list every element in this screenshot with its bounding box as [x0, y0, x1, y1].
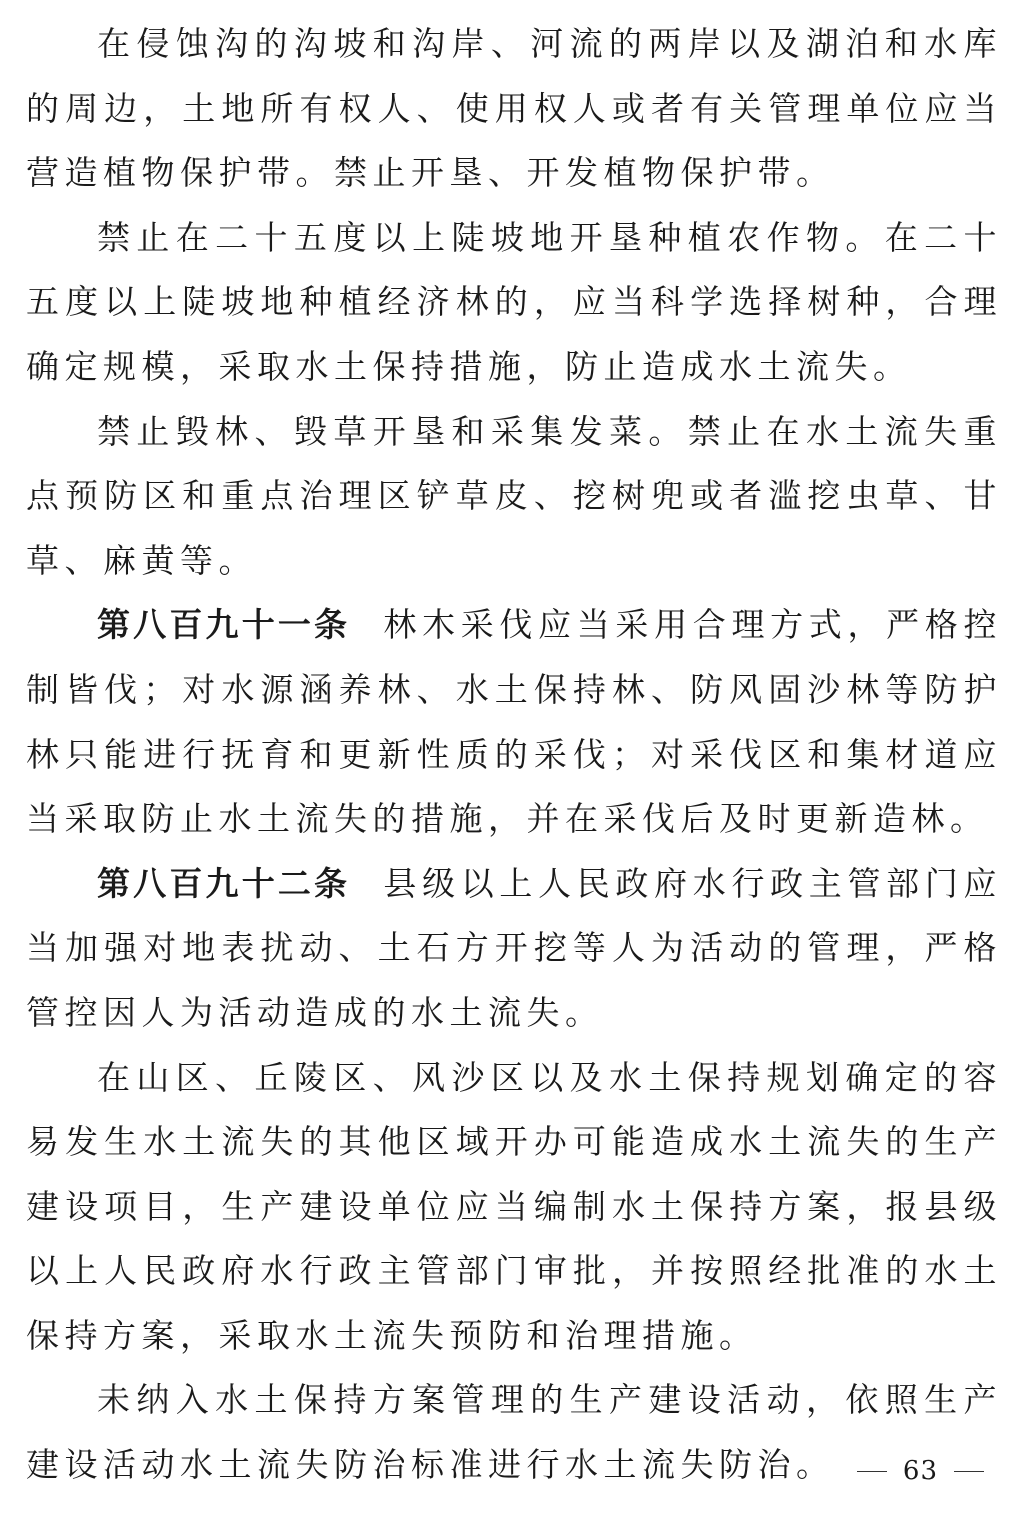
- paragraph-unincluded-activities: [26, 1368, 1002, 1497]
- page-footer: [857, 1456, 984, 1486]
- article-text: 林木采伐应当采用合理方式，严格控制皆伐；对水源涵养林、水土保持林、防风固沙林等防护林只能进行抚育和更新性质的采伐；对采伐区和集材道应当采取防止水土流失的措施，并在采伐后及时更新造林。: [26, 605, 1003, 839]
- paragraph-text: 禁止毁林、毁草开垦和采集发菜。禁止在水土流失重点预防区和重点治理区铲草皮、挖树兜或者滥挖虫草、甘草、麻黄等。: [26, 411, 1002, 580]
- paragraph-steep-slope: [26, 206, 1002, 400]
- dash-left: [857, 1471, 887, 1472]
- paragraph-text: 未纳入水土保持方案管理的生产建设活动，依照生产建设活动水土流失防治标准进行水土流失防治。: [26, 1380, 1002, 1485]
- paragraph-text: 禁止在二十五度以上陡坡地开垦种植农作物。在二十五度以上陡坡地种植经济林的，应当科学选择树种，合理确定规模，采取水土保持措施，防止造成水土流失。: [26, 217, 1002, 386]
- paragraph-plant-protection-belt: [26, 12, 1002, 206]
- article-title: 第八百九十二条: [97, 863, 351, 903]
- article-title: 第八百九十一条: [97, 605, 351, 645]
- paragraph-deforestation-ban: [26, 400, 1002, 594]
- article-892: [26, 852, 1002, 1046]
- paragraph-text: 在山区、丘陵区、风沙区以及水土保持规划确定的容易发生水土流失的其他区域开办可能造成水土流失的生产建设项目，生产建设单位应当编制水土保持方案，报县级以上人民政府水行政主管部门审批，并按照经批准的水土保持方案，采取水土流失预防和治理措施。: [26, 1057, 1002, 1355]
- paragraph-text: 在侵蚀沟的沟坡和沟岸、河流的两岸以及湖泊和水库的周边，土地所有权人、使用权人或者有关管理单位应当营造植物保护带。禁止开垦、开发植物保护带。: [26, 24, 1002, 193]
- dash-right: [954, 1471, 984, 1472]
- page-number: 63: [902, 1456, 938, 1486]
- article-text: 县级以上人民政府水行政主管部门应当加强对地表扰动、土石方开挖等人为活动的管理，严格管控因人为活动造成的水土流失。: [26, 863, 1003, 1032]
- document-body: [26, 12, 1002, 1498]
- paragraph-production-projects: [26, 1046, 1002, 1369]
- article-891: [26, 593, 1002, 851]
